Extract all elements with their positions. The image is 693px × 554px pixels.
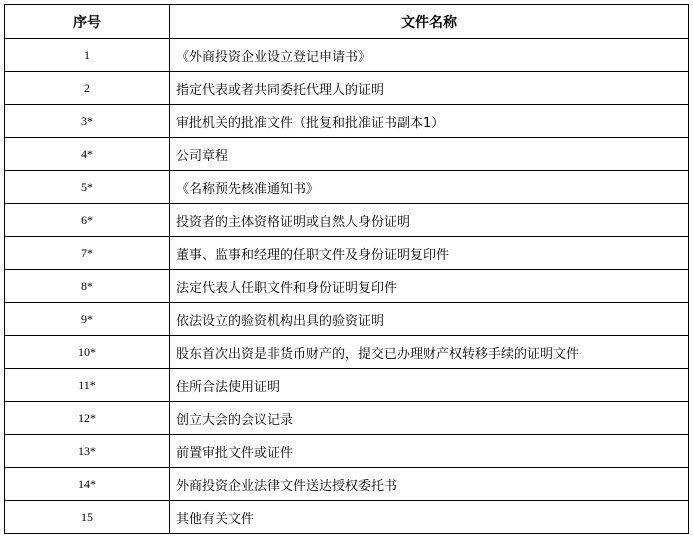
row-number: 6*	[5, 204, 170, 237]
row-number: 13*	[5, 435, 170, 468]
table-row	[5, 468, 689, 501]
table-row	[5, 336, 689, 369]
table-header-row	[5, 5, 689, 39]
header-document-name: 文件名称	[170, 5, 689, 39]
row-document-name: 外商投资企业法律文件送达授权委托书	[170, 468, 689, 501]
row-number: 1	[5, 39, 170, 72]
row-document-name: 公司章程	[170, 138, 689, 171]
row-number: 15	[5, 501, 170, 534]
row-document-name: 前置审批文件或证件	[170, 435, 689, 468]
row-number: 8*	[5, 270, 170, 303]
header-serial-number: 序号	[5, 5, 170, 39]
document-list-table	[4, 4, 689, 534]
row-document-name: 审批机关的批准文件（批复和批准证书副本1）	[170, 105, 689, 138]
table-row	[5, 270, 689, 303]
table-row	[5, 105, 689, 138]
row-number: 14*	[5, 468, 170, 501]
row-number: 9*	[5, 303, 170, 336]
table-row	[5, 72, 689, 105]
row-number: 3*	[5, 105, 170, 138]
row-document-name: 董事、监事和经理的任职文件及身份证明复印件	[170, 237, 689, 270]
table-row	[5, 501, 689, 534]
table-row	[5, 39, 689, 72]
row-number: 12*	[5, 402, 170, 435]
row-document-name: 指定代表或者共同委托代理人的证明	[170, 72, 689, 105]
row-document-name: 创立大会的会议记录	[170, 402, 689, 435]
row-number: 5*	[5, 171, 170, 204]
row-document-name: 股东首次出资是非货币财产的，提交已办理财产权转移手续的证明文件	[170, 336, 689, 369]
table-row	[5, 237, 689, 270]
table-row	[5, 303, 689, 336]
table-row	[5, 369, 689, 402]
row-document-name: 《外商投资企业设立登记申请书》	[170, 39, 689, 72]
row-document-name: 《名称预先核准通知书》	[170, 171, 689, 204]
row-document-name: 依法设立的验资机构出具的验资证明	[170, 303, 689, 336]
row-document-name: 其他有关文件	[170, 501, 689, 534]
table-row	[5, 138, 689, 171]
row-document-name: 投资者的主体资格证明或自然人身份证明	[170, 204, 689, 237]
row-number: 11*	[5, 369, 170, 402]
table-row	[5, 402, 689, 435]
row-number: 10*	[5, 336, 170, 369]
table-row	[5, 171, 689, 204]
row-number: 7*	[5, 237, 170, 270]
row-number: 4*	[5, 138, 170, 171]
table-row	[5, 435, 689, 468]
row-number: 2	[5, 72, 170, 105]
table-row	[5, 204, 689, 237]
row-document-name: 住所合法使用证明	[170, 369, 689, 402]
row-document-name: 法定代表人任职文件和身份证明复印件	[170, 270, 689, 303]
